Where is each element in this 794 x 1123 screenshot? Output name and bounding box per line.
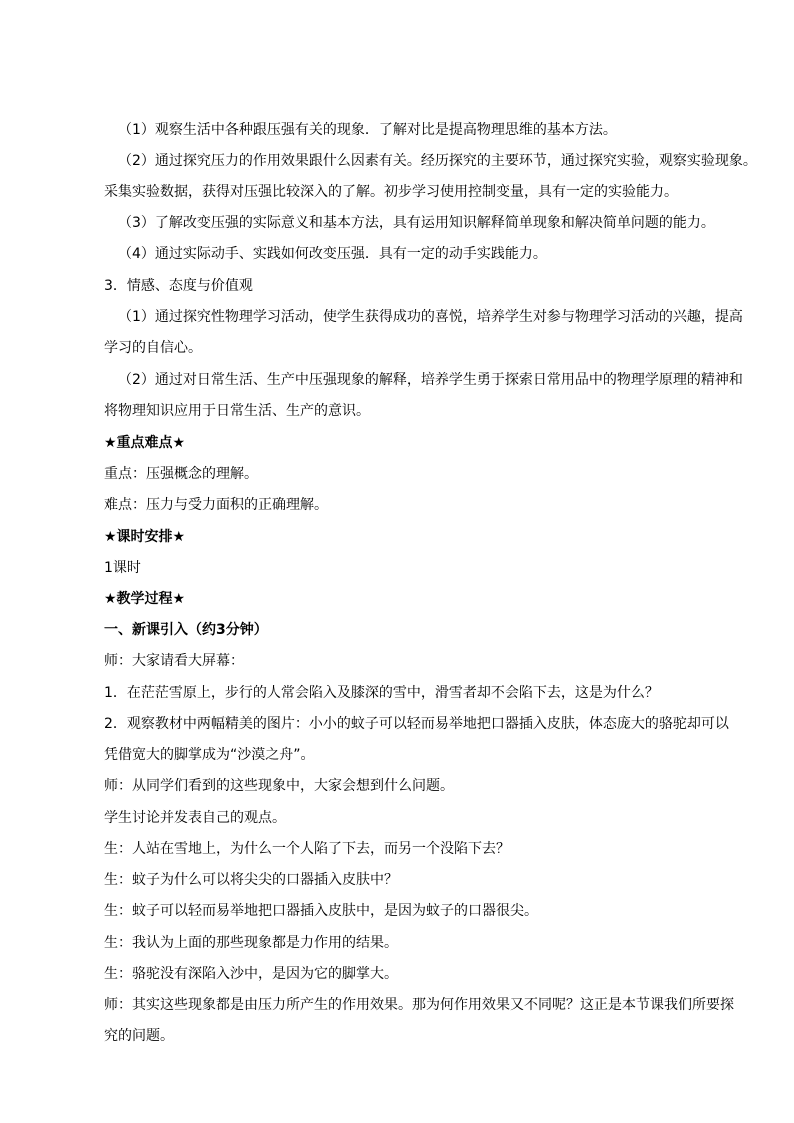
intro-line: 1．在茫茫雪原上，步行的人常会陷入及膝深的雪中，滑雪者却不会陷下去，这是为什么？: [104, 685, 659, 701]
intro-line: 师：大家请看大屏幕：: [104, 653, 244, 669]
intro-line: 凭借宽大的脚掌成为“沙漠之舟”。: [104, 747, 315, 763]
objective-4: （4）通过实际动手、实践如何改变压强．具有一定的动手实践能力。: [118, 246, 547, 262]
key-point: 重点：压强概念的理解。: [104, 466, 258, 482]
intro-line: 究的问题。: [104, 1028, 174, 1044]
intro-line: 生：我认为上面的那些现象都是力作用的结果。: [104, 935, 398, 951]
emotion-heading: 3．情感、态度与价值观: [104, 278, 253, 294]
schedule-value: 1课时: [104, 560, 141, 576]
emotion-item-2-continued: 将物理知识应用于日常生活、生产的意识。: [104, 403, 370, 419]
intro-line: 师：从同学们看到的这些现象中，大家会想到什么问题。: [104, 778, 454, 794]
difficult-point: 难点：压力与受力面积的正确理解。: [104, 497, 328, 513]
intro-line: 生：蚊子为什么可以将尖尖的口器插入皮肤中？: [104, 872, 398, 888]
emotion-item-1-continued: 学习的自信心。: [104, 340, 202, 356]
intro-line: 师：其实这些现象都是由压力所产生的作用效果。那为何作用效果又不同呢？这正是本节课我们所要探: [104, 997, 734, 1013]
emotion-item-1: （1）通过探究性物理学习活动，使学生获得成功的喜悦，培养学生对参与物理学习活动的兴趣，提高: [118, 309, 743, 325]
intro-line: 生：骆驼没有深陷入沙中，是因为它的脚掌大。: [104, 966, 398, 982]
intro-line: 生：人站在雪地上，为什么一个人陷了下去，而另一个没陷下去？: [104, 841, 510, 857]
process-heading: ★教学过程★: [104, 591, 186, 607]
schedule-heading: ★课时安排★: [104, 529, 186, 545]
intro-line: 生：蚊子可以轻而易举地把口器插入皮肤中，是因为蚊子的口器很尖。: [104, 903, 538, 919]
objective-1: （1）观察生活中各种跟压强有关的现象．了解对比是提高物理思维的基本方法。: [118, 122, 617, 138]
objective-3: （3）了解改变压强的实际意义和基本方法，具有运用知识解释简单现象和解决简单问题的能力。: [118, 215, 715, 231]
objective-2-continued: 采集实验数据，获得对压强比较深入的了解。初步学习使用控制变量，具有一定的实验能力。: [104, 184, 678, 200]
emotion-item-2: （2）通过对日常生活、生产中压强现象的解释，培养学生勇于探索日常用品中的物理学原理的精神和: [118, 372, 743, 388]
intro-line: 2．观察教材中两幅精美的图片：小小的蚊子可以轻而易举地把口器插入皮肤，体态庞大的骆驼却可以: [104, 716, 729, 732]
key-points-heading: ★重点难点★: [104, 435, 186, 451]
intro-heading: 一、新课引入（约3分钟）: [104, 622, 268, 638]
objective-2: （2）通过探究压力的作用效果跟什么因素有关。经历探究的主要环节，通过探究实验，观察实验现象。: [118, 153, 757, 169]
intro-line: 学生讨论并发表自己的观点。: [104, 810, 286, 826]
